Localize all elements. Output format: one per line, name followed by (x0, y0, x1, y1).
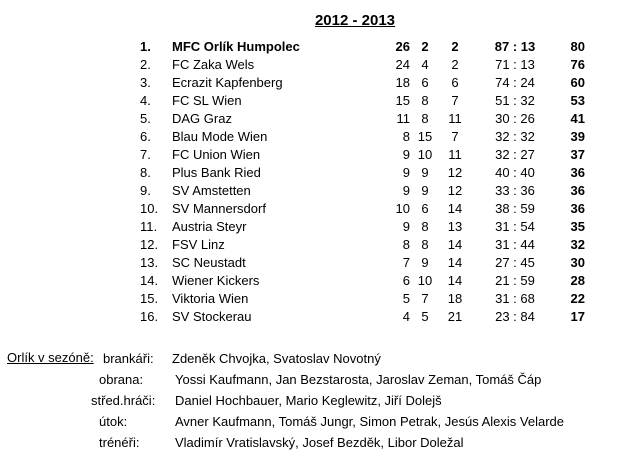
team-cell: Viktoria Wien (172, 291, 249, 306)
squad-role: obrana: (99, 372, 144, 387)
rank-cell: 16. (140, 309, 159, 324)
wins-cell: 9 (402, 219, 410, 234)
draws-cell: 8 (421, 93, 429, 108)
draws-cell: 8 (421, 111, 429, 126)
draws-cell: 6 (421, 75, 429, 90)
wins-cell: 24 (395, 57, 410, 72)
squad-role: brankáři: (103, 351, 154, 366)
team-cell: Wiener Kickers (172, 273, 260, 288)
points-cell: 22 (570, 291, 585, 306)
losses-cell: 14 (447, 201, 463, 216)
squad-names: Zdeněk Chvojka, Svatoslav Novotný (172, 351, 381, 366)
losses-cell: 14 (447, 237, 463, 252)
points-cell: 53 (570, 93, 585, 108)
squad-names: Daniel Hochbauer, Mario Keglewitz, Jiří Dolejš (175, 393, 442, 408)
points-cell: 32 (570, 237, 585, 252)
draws-cell: 9 (421, 255, 429, 270)
rank-cell: 6. (140, 129, 151, 144)
goals-cell: 30 : 26 (495, 111, 535, 126)
points-cell: 60 (570, 75, 585, 90)
losses-cell: 7 (451, 93, 459, 108)
losses-cell: 12 (447, 183, 463, 198)
wins-cell: 4 (402, 309, 410, 324)
team-cell: SC Neustadt (172, 255, 246, 270)
goals-cell: 23 : 84 (495, 309, 535, 324)
goals-cell: 31 : 68 (495, 291, 535, 306)
points-cell: 41 (570, 111, 585, 126)
draws-cell: 8 (421, 219, 429, 234)
team-cell: Blau Mode Wien (172, 129, 268, 144)
goals-cell: 27 : 45 (495, 255, 535, 270)
team-cell: FC Union Wien (172, 147, 261, 162)
wins-cell: 9 (402, 147, 410, 162)
points-cell: 30 (570, 255, 585, 270)
team-cell: Austria Steyr (172, 219, 247, 234)
points-cell: 76 (570, 57, 585, 72)
goals-cell: 31 : 44 (495, 237, 535, 252)
squad-role: střed.hráči: (91, 393, 156, 408)
losses-cell: 2 (451, 39, 459, 54)
rank-cell: 12. (140, 237, 159, 252)
rank-cell: 7. (140, 147, 151, 162)
team-cell: FSV Linz (172, 237, 225, 252)
team-cell: FC SL Wien (172, 93, 242, 108)
draws-cell: 5 (421, 309, 429, 324)
points-cell: 39 (570, 129, 585, 144)
squad-names: Yossi Kaufmann, Jan Bezstarosta, Jaroslav Zeman, Tomáš Čáp (175, 372, 542, 387)
wins-cell: 8 (402, 237, 410, 252)
losses-cell: 11 (448, 111, 462, 126)
squad-role: trénéři: (99, 435, 140, 450)
points-cell: 17 (570, 309, 585, 324)
goals-cell: 71 : 13 (495, 57, 535, 72)
wins-cell: 9 (402, 183, 410, 198)
wins-cell: 5 (402, 291, 410, 306)
squad-names: Vladimír Vratislavský, Josef Bezděk, Libor Doležal (175, 435, 464, 450)
losses-cell: 21 (447, 309, 463, 324)
goals-cell: 32 : 27 (495, 147, 535, 162)
team-cell: Ecrazit Kapfenberg (172, 75, 283, 90)
losses-cell: 11 (448, 147, 462, 162)
losses-cell: 14 (447, 255, 463, 270)
goals-cell: 21 : 59 (495, 273, 535, 288)
team-cell: SV Stockerau (172, 309, 252, 324)
rank-cell: 15. (140, 291, 159, 306)
rank-cell: 9. (140, 183, 151, 198)
wins-cell: 10 (395, 201, 410, 216)
wins-cell: 8 (402, 129, 410, 144)
points-cell: 36 (570, 201, 585, 216)
squad-title: Orlík v sezóně: (7, 350, 94, 365)
season-title: 2012 - 2013 (314, 12, 396, 29)
goals-cell: 31 : 54 (495, 219, 535, 234)
goals-cell: 40 : 40 (495, 165, 535, 180)
rank-cell: 11. (140, 219, 158, 234)
goals-cell: 74 : 24 (495, 75, 535, 90)
wins-cell: 11 (396, 111, 410, 126)
draws-cell: 9 (421, 183, 429, 198)
losses-cell: 2 (451, 57, 459, 72)
rank-cell: 1. (140, 39, 151, 54)
draws-cell: 15 (417, 129, 433, 144)
wins-cell: 15 (395, 93, 410, 108)
draws-cell: 6 (421, 201, 429, 216)
team-cell: MFC Orlík Humpolec (172, 39, 300, 54)
draws-cell: 8 (421, 237, 429, 252)
wins-cell: 7 (402, 255, 410, 270)
rank-cell: 4. (140, 93, 151, 108)
rank-cell: 2. (140, 57, 151, 72)
rank-cell: 3. (140, 75, 151, 90)
losses-cell: 13 (447, 219, 463, 234)
team-cell: SV Amstetten (172, 183, 251, 198)
draws-cell: 7 (421, 291, 429, 306)
rank-cell: 8. (140, 165, 151, 180)
wins-cell: 26 (395, 39, 410, 54)
draws-cell: 10 (417, 273, 433, 288)
draws-cell: 9 (421, 165, 429, 180)
losses-cell: 14 (447, 273, 463, 288)
wins-cell: 6 (402, 273, 410, 288)
goals-cell: 38 : 59 (495, 201, 535, 216)
draws-cell: 10 (417, 147, 433, 162)
points-cell: 80 (570, 39, 585, 54)
points-cell: 35 (570, 219, 585, 234)
losses-cell: 7 (451, 129, 459, 144)
team-cell: FC Zaka Wels (172, 57, 255, 72)
goals-cell: 87 : 13 (494, 39, 536, 54)
squad-role: útok: (99, 414, 128, 429)
rank-cell: 13. (140, 255, 159, 270)
losses-cell: 18 (447, 291, 463, 306)
points-cell: 36 (570, 183, 585, 198)
points-cell: 28 (570, 273, 585, 288)
wins-cell: 18 (395, 75, 410, 90)
team-cell: DAG Graz (172, 111, 232, 126)
goals-cell: 33 : 36 (495, 183, 535, 198)
team-cell: SV Mannersdorf (172, 201, 266, 216)
draws-cell: 2 (421, 39, 429, 54)
goals-cell: 51 : 32 (495, 93, 535, 108)
points-cell: 36 (570, 165, 585, 180)
wins-cell: 9 (402, 165, 410, 180)
points-cell: 37 (570, 147, 585, 162)
rank-cell: 10. (140, 201, 159, 216)
draws-cell: 4 (421, 57, 429, 72)
team-cell: Plus Bank Ried (172, 165, 261, 180)
squad-names: Avner Kaufmann, Tomáš Jungr, Simon Petrak, Jesús Alexis Velarde (175, 414, 565, 429)
rank-cell: 5. (140, 111, 151, 126)
losses-cell: 12 (447, 165, 463, 180)
rank-cell: 14. (140, 273, 159, 288)
losses-cell: 6 (451, 75, 459, 90)
goals-cell: 32 : 32 (495, 129, 535, 144)
